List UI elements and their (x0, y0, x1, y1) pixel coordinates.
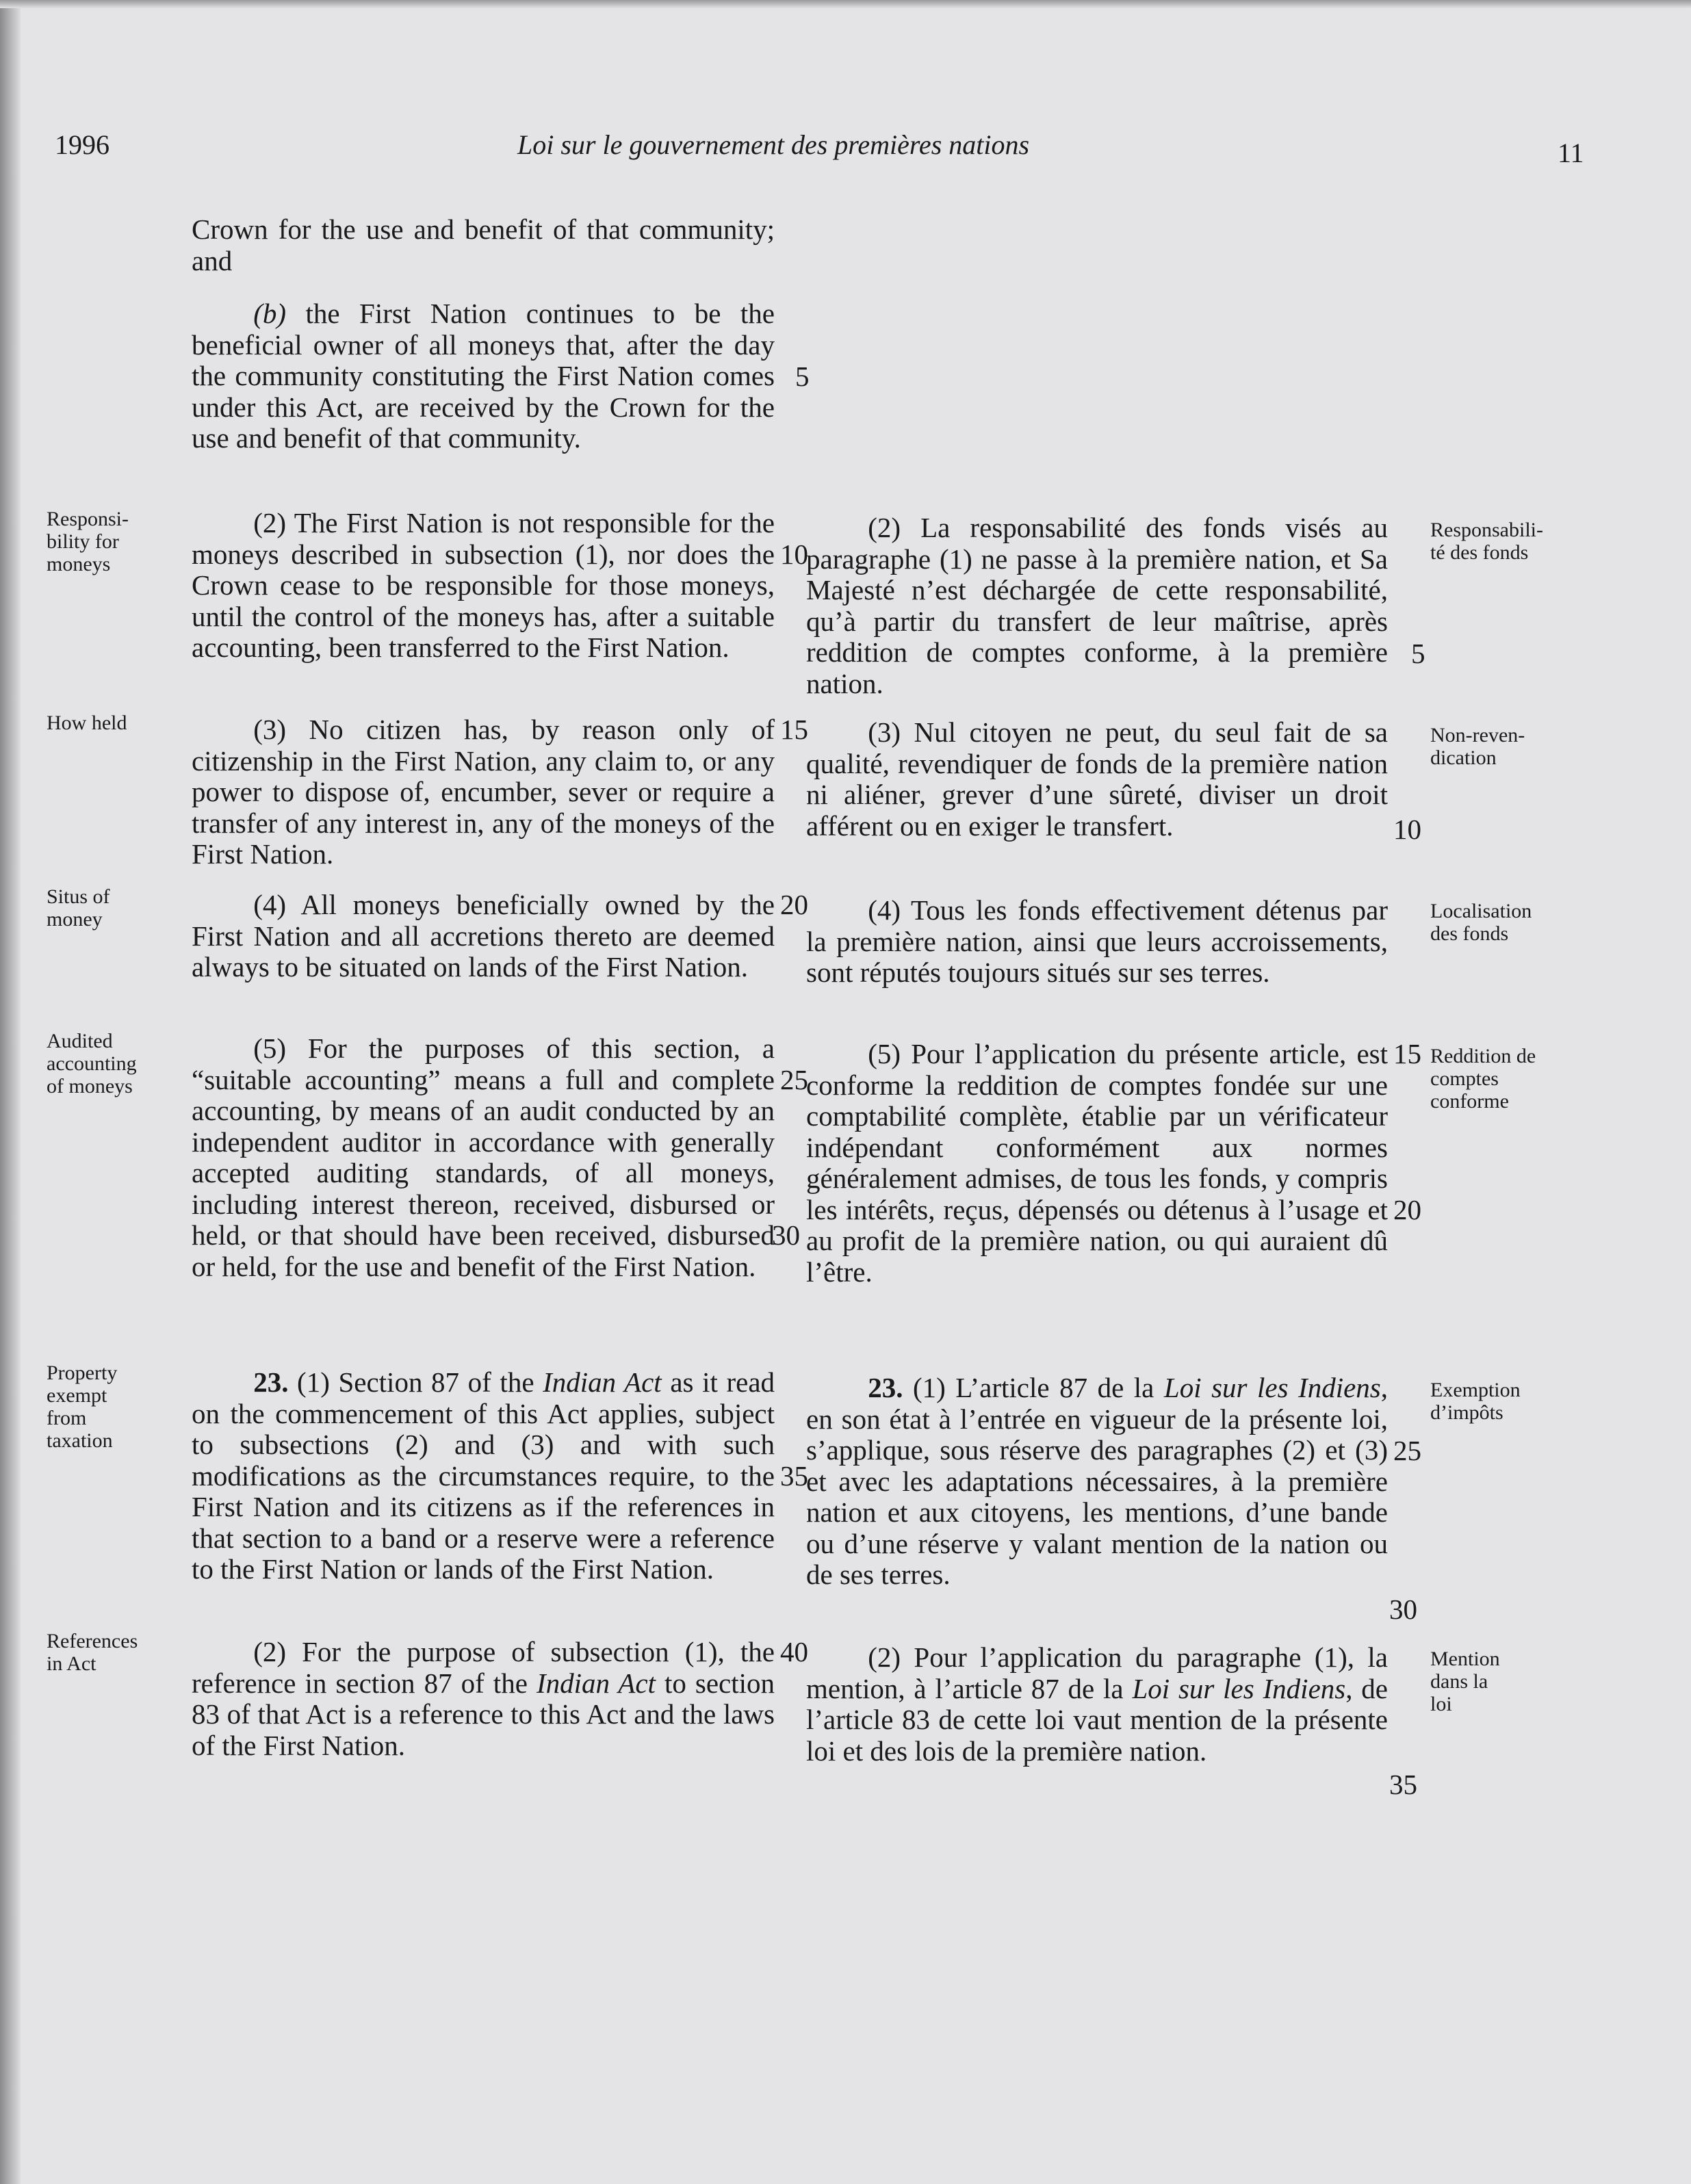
fr-para-5: (5) Pour l’application du présente article, est conforme la reddition de comptes fondée sur une comptabilité complète, établie par un vérificateur indépendant conformément aux normes généralement admises, de tous les fonds, y compris les intérêts, reçus, dépensés ou détenus à l’usage et au profit de la première nation, ou qui auraient dû l’être. (806, 1038, 1388, 1288)
en-para-b (192, 298, 775, 454)
en-line-number: 10 (780, 538, 808, 570)
en-line-number: 15 (780, 714, 808, 745)
fr-section-23-2: (2) Pour l’application du paragraphe (1), la mention, à l’article 87 de la Loi sur les Indiens, de l’article 83 de cette loi vaut mention de la présente loi et des lois de la première nation. (806, 1641, 1388, 1767)
fr-line-number: 35 (1389, 1769, 1417, 1800)
margin-note-property-exempt: Property exempt from taxation (47, 1362, 118, 1452)
fr-line-number: 10 (1393, 814, 1421, 845)
en-indian-act-title: Indian Act (543, 1366, 662, 1398)
fr-line-number: 25 (1393, 1435, 1421, 1466)
en-para-b-label: (b) (253, 298, 286, 329)
en-line-number: 20 (780, 889, 808, 920)
en-para-continuation: Crown for the use and benefit of that community; and (192, 213, 775, 276)
margin-note-responsibility: Responsi- bility for moneys (47, 508, 129, 575)
margin-note-mention: Mention dans la loi (1430, 1648, 1500, 1715)
en-para-2: (2) The First Nation is not responsible for the moneys described in subsection (1), nor does the Crown cease to be responsible for those moneys, until the control of the moneys has, after a suitable accounting, been transferred to the First Nation. (192, 507, 775, 663)
en-section-23-2: (2) For the purpose of subsection (1), the reference in section 87 of the Indian Act to section 83 of that Act is a reference to this Act and the laws of the First Nation. (192, 1636, 775, 1761)
fr-line-number: 5 (1411, 638, 1425, 669)
en-line-number: 35 (780, 1460, 808, 1492)
margin-note-responsabilite: Responsabili- té des fonds (1430, 519, 1543, 564)
en-line-number: 5 (795, 361, 810, 392)
margin-note-situs: Situs of money (47, 885, 110, 931)
margin-note-audited: Audited accounting of moneys (47, 1030, 137, 1097)
en-section-23: 23. (1) Section 87 of the Indian Act as it read on the commencement of this Act applies, subject to subsections (2) and (3) and with such modifications as the circumstances require, to the First Nation and its citizens as if the references in that section to a band or a reserve were a reference to the First Nation or lands of the First Nation. (192, 1366, 775, 1585)
scan-top-edge (0, 0, 1691, 8)
fr-loi-indiens-title-2: Loi sur les Indiens (1132, 1672, 1346, 1704)
page-number: 11 (1558, 138, 1584, 168)
en-para-5: (5) For the purposes of this section, a “suitable accounting” means a full and complete accounting, by means of an audit conducted by an independent auditor in accordance with generally accepted auditing standards, of all moneys, including interest thereon, received, disbursed or held, or that should have been received, disbursed or held, for the use and benefit of the First Nation. (192, 1032, 775, 1282)
margin-note-non-revendication: Non-reven- dication (1430, 724, 1525, 769)
en-section-23-number: 23. (253, 1366, 289, 1398)
en-line-number: 30 (772, 1219, 800, 1251)
margin-note-exemption: Exemption d’impôts (1430, 1379, 1521, 1424)
fr-para-4: (4) Tous les fonds effectivement détenus par la première nation, ainsi que leurs accroissements, sont réputés toujours situés sur ses terres. (806, 894, 1388, 988)
en-indian-act-title-2: Indian Act (536, 1667, 656, 1699)
scan-left-edge (0, 0, 21, 2184)
header-title: Loi sur le gouvernement des premières nations (517, 129, 1030, 160)
fr-para-3: (3) Nul citoyen ne peut, du seul fait de sa qualité, revendiquer de fonds de la première nation ni aliéner, grever d’une sûreté, diviser un droit afférent ou en exiger le transfert. (806, 716, 1388, 842)
margin-note-reddition: Reddition de comptes conforme (1430, 1045, 1536, 1113)
fr-section-23-number: 23. (868, 1372, 903, 1403)
fr-line-number: 30 (1389, 1594, 1417, 1625)
en-para-4: (4) All moneys beneficially owned by the First Nation and all accretions thereto are deemed always to be situated on lands of the First Nation. (192, 889, 775, 983)
en-para-3: (3) No citizen has, by reason only of citizenship in the First Nation, any claim to, or any power to dispose of, encumber, sever or require a transfer of any interest in, any of the moneys of the First Nation. (192, 714, 775, 870)
fr-para-2: (2) La responsabilité des fonds visés au paragraphe (1) ne passe à la première nation, et Sa Majesté n’est déchargée de cette responsabilité, qu’à partir du transfert de leur maîtrise, après reddition de comptes conforme, à la première nation. (806, 512, 1388, 699)
margin-note-how-held: How held (47, 712, 127, 734)
en-para-b-text: the First Nation continues to be the beneficial owner of all moneys that, after the day the community constituting the First Nation comes under this Act, are received by the Crown for the use and benefit of that community. (192, 298, 775, 454)
fr-line-number: 20 (1393, 1194, 1421, 1225)
fr-line-number: 15 (1393, 1038, 1421, 1069)
margin-note-references: References in Act (47, 1630, 138, 1675)
header-year: 1996 (55, 129, 109, 160)
fr-loi-indiens-title: Loi sur les Indiens (1163, 1372, 1381, 1403)
en-line-number: 25 (780, 1064, 808, 1095)
fr-section-23: 23. (1) L’article 87 de la Loi sur les Indiens, en son état à l’entrée en vigueur de la présente loi, s’applique, sous réserve des paragraphes (2) et (3) et avec les adaptations nécessaires, à la première nation et aux citoyens, les mentions, d’une bande ou d’une réserve y valant mention de la nation ou de ses terres. (806, 1372, 1388, 1590)
en-line-number: 40 (780, 1636, 808, 1667)
margin-note-localisation: Localisation des fonds (1430, 900, 1532, 945)
